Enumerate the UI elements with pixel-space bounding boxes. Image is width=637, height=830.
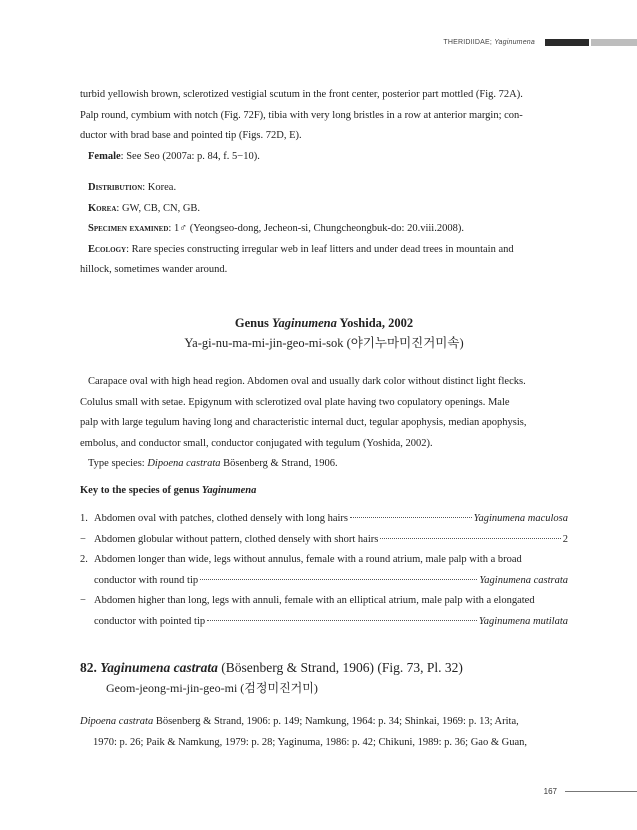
specimen-text: : 1♂ (Yeongseo-dong, Jecheon-si, Chungcheongbuk-do: 20.viii.2008).	[168, 223, 464, 235]
desc-line-1: turbid yellowish brown, sclerotized vestigial scutum in the front center, posterior part mottled (Fig. 72A).	[80, 89, 523, 100]
key-row-4-continued	[80, 612, 568, 633]
key-row-result: Yaginumena maculosa	[473, 513, 568, 524]
header-genus: Yaginumena	[494, 38, 535, 46]
female-label: Female	[88, 150, 121, 162]
desc-line-2: Palp round, cymbium with notch (Fig. 72F), tibia with very long bristles in a row at anterior margin; con-	[80, 109, 523, 121]
key-row-result: Yaginumena mutilata	[478, 615, 568, 627]
key-row-text: Abdomen globular without pattern, clothed densely with short hairs	[94, 533, 379, 545]
synonymy-line-2: 1970: p. 26; Paik & Namkung, 1979: p. 28; Yaginuma, 1986: p. 42; Chikuni, 1989: p. 36; Gao & Guan,	[93, 736, 527, 748]
key-row-body	[94, 509, 568, 530]
header-text	[443, 39, 535, 46]
key-title-genus: Yaginumena	[201, 485, 257, 496]
key-row-3-continued	[80, 571, 568, 592]
species-author: (Bösenberg & Strand, 1906) (Fig. 73, Pl. 32)	[217, 660, 463, 675]
key-row-number: 2.	[80, 554, 88, 566]
synonymy-text-1: Bösenberg & Strand, 1906: p. 149; Namkung, 1964: p. 34; Shinkai, 1969: p. 13; Arita,	[153, 716, 519, 727]
header-bar-light	[591, 39, 637, 46]
key-title	[80, 485, 256, 496]
distribution-line	[80, 178, 568, 199]
key-row-text: Abdomen oval with patches, clothed densely with long hairs	[94, 513, 348, 524]
type-species-line	[80, 454, 568, 475]
genus-prefix: Genus	[234, 316, 273, 330]
genus-desc-line-2: Colulus small with setae. Epigynum with sclerotized oval plate having two copulatory openings. Male	[80, 396, 510, 408]
key-row-text: Abdomen longer than wide, legs without annulus, female with a round atrium, male palp with a broad	[94, 554, 522, 566]
genus-desc-line-4: embolus, and conductor small, conductor conjugated with tegulum (Yoshida, 2002).	[80, 437, 433, 449]
key-row-number: 1.	[80, 513, 88, 524]
leader-dots	[380, 538, 560, 539]
genus-title	[80, 313, 568, 333]
key-row-body	[94, 612, 568, 633]
specimen-line	[80, 219, 568, 240]
genus-author: Yoshida, 2002	[336, 316, 414, 330]
korea-label: Korea	[88, 202, 117, 214]
synonymy-name: Dipoena castrata	[80, 716, 154, 727]
ecology-line	[80, 240, 568, 261]
leader-dots	[200, 579, 477, 580]
page-number: 167	[543, 787, 557, 796]
identification-key	[80, 509, 568, 633]
leader-dots	[207, 620, 477, 621]
ecology-text: : Rare species constructing irregular web in leaf litters and under dead trees in mountain and	[126, 243, 514, 255]
female-paragraph	[80, 147, 568, 168]
key-row-number: −	[80, 595, 86, 607]
korea-text: : GW, CB, CN, GB.	[116, 202, 201, 214]
leader-dots	[350, 517, 472, 518]
female-text: : See Seo (2007a: p. 84, f. 5−10).	[120, 150, 260, 162]
species-title	[80, 658, 568, 678]
footer-rule	[565, 791, 637, 792]
key-row-number: −	[80, 533, 86, 545]
header-family: THERIDIIDAE;	[443, 38, 493, 46]
type-species-author: Bösenberg & Strand, 1906.	[220, 458, 338, 470]
key-title-prefix: Key to the species of genus	[80, 485, 202, 496]
key-row-result: Yaginumena castrata	[479, 574, 568, 586]
desc-line-3: ductor with brad base and pointed tip (Figs. 72D, E).	[80, 130, 302, 142]
ecology-line-2: hillock, sometimes wander around.	[80, 264, 228, 276]
key-row-body	[94, 530, 568, 551]
species-name: Yaginumena castrata	[100, 660, 218, 675]
genus-desc-line-3: palp with large tegulum having long and characteristic internal duct, tegular apophysis, median apophysis,	[80, 417, 527, 429]
distribution-text: : Korea.	[142, 182, 177, 193]
page-footer	[544, 787, 637, 796]
species-romanized: Geom-jeong-mi-jin-geo-mi (검정미진거미)	[106, 681, 318, 695]
genus-heading	[80, 313, 568, 353]
records-section	[80, 178, 568, 281]
ecology-label: Ecology	[88, 243, 127, 255]
genus-desc-line-1: Carapace oval with high head region. Abdomen oval and usually dark color without distinct light flecks.	[88, 376, 526, 387]
distribution-label: Distribution	[88, 182, 143, 193]
type-species-label: Type species:	[88, 458, 148, 470]
korea-line	[80, 199, 568, 220]
synonymy-line-1	[80, 712, 568, 733]
species-heading	[80, 658, 568, 698]
genus-description	[80, 372, 568, 475]
header-bar-dark	[545, 39, 589, 46]
genus-romanized: Ya-gi-nu-ma-mi-jin-geo-mi-sok (야기누마미진거미속)	[184, 336, 464, 350]
key-row-cont: conductor with pointed tip	[94, 615, 206, 627]
species-number: 82.	[80, 660, 97, 675]
key-row-4	[80, 591, 568, 612]
key-row-3	[80, 550, 568, 571]
key-row-body	[94, 571, 568, 592]
type-species-name: Dipoena castrata	[147, 458, 221, 470]
description-continued	[80, 85, 568, 167]
key-row-2	[80, 530, 568, 551]
running-header	[443, 36, 637, 48]
specimen-label: Specimen examined	[88, 223, 169, 235]
key-row-cont: conductor with round tip	[94, 574, 199, 586]
key-row-result: 2	[562, 533, 568, 545]
key-row-1	[80, 509, 568, 530]
key-row-text: Abdomen higher than long, legs with annuli, female with an elliptical atrium, male palp with a elongated	[94, 595, 535, 607]
synonymy-list	[80, 712, 568, 753]
genus-name: Yaginumena	[272, 316, 337, 330]
